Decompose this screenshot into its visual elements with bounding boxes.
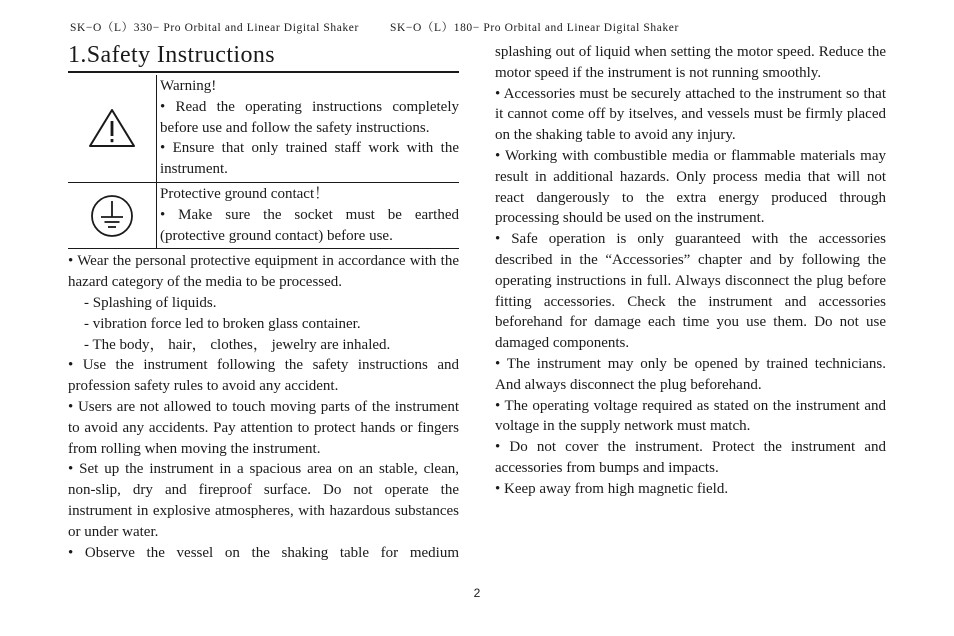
paragraph: • Working with combustible media or flammable materials may result in additional hazards. Only process media that will not react dangerously to the extra energy produced through processing should be used on the instrument. <box>495 147 886 227</box>
warning-line: • Ensure that only trained staff work with the instrument. <box>160 140 459 178</box>
paragraph: • Use the instrument following the safety instructions and profession safety rules to avoid any accident. <box>68 357 459 395</box>
paragraph: splashing out of liquid when setting the motor speed. Reduce the motor speed if the instrument is not running smoothly. <box>495 44 886 81</box>
warning-text-cell <box>157 75 460 182</box>
ground-icon-cell <box>68 182 157 248</box>
ground-text-cell <box>157 182 460 248</box>
running-header-right: SK−O（L）180− Pro Orbital and Linear Digital Shaker <box>390 22 679 34</box>
sub-item: - The body， hair， clothes， jewelry are inhaled. <box>84 336 391 353</box>
page-number: 2 <box>473 586 481 600</box>
warning-line: • Read the operating instructions completely before use and follow the safety instructions. <box>160 98 459 136</box>
right-column <box>495 42 886 500</box>
paragraph: • Set up the instrument in a spacious area on an stable, clean, non-slip, dry and fireproof surface. Do not operate the instrument in explosive atmospheres, with hazardous substances or under water. <box>68 461 459 540</box>
paragraph: • Do not cover the instrument. Protect the instrument and accessories from bumps and impacts. <box>495 439 886 476</box>
protective-ground-icon <box>89 207 135 223</box>
paragraph: • The operating voltage required as stated on the instrument and voltage in the supply network must match. <box>495 397 886 435</box>
ground-contact-row <box>68 182 459 248</box>
paragraph: • Keep away from high magnetic field. <box>495 480 729 497</box>
paragraph: • Accessories must be securely attached to the instrument so that it cannot come off by itselves, and vessels must be firmly placed on the shaking table to avoid any injury. <box>495 85 886 144</box>
paragraph: • Users are not allowed to touch moving parts of the instrument to avoid any accidents. Pay attention to protect hands or fingers from rolling when moving the instrument. <box>68 398 459 457</box>
paragraph: • Observe the vessel on the shaking table for medium <box>68 544 459 561</box>
paragraph: • The instrument may only be opened by trained technicians. And always disconnect the plug beforehand. <box>495 355 886 393</box>
section-title: 1.Safety Instructions <box>68 40 459 73</box>
sub-item: - vibration force led to broken glass container. <box>84 315 361 332</box>
sub-item: - Splashing of liquids. <box>84 294 217 311</box>
warning-triangle-icon <box>87 120 137 136</box>
paragraph: • Safe operation is only guaranteed with the accessories described in the “Accessories” chapter and by following the operating instructions in full. Always disconnect the plug before fitting accessories. Check the instrument and accessories beforehand for damage each time you use them. Do not use damaged components. <box>495 231 886 352</box>
left-column <box>68 40 459 563</box>
ground-line: • Make sure the socket must be earthed (protective ground contact) before use. <box>160 206 459 244</box>
running-header-left: SK−O（L）330− Pro Orbital and Linear Digital Shaker <box>70 22 359 34</box>
safety-symbols-table <box>68 75 459 249</box>
warning-row <box>68 75 459 182</box>
warning-heading: Warning! <box>160 78 217 94</box>
paragraph: • Wear the personal protective equipment in accordance with the hazard category of the media to be processed. <box>68 253 459 291</box>
warning-icon-cell <box>68 75 157 182</box>
left-body <box>68 251 459 563</box>
ground-heading: Protective ground contact！ <box>160 185 330 202</box>
